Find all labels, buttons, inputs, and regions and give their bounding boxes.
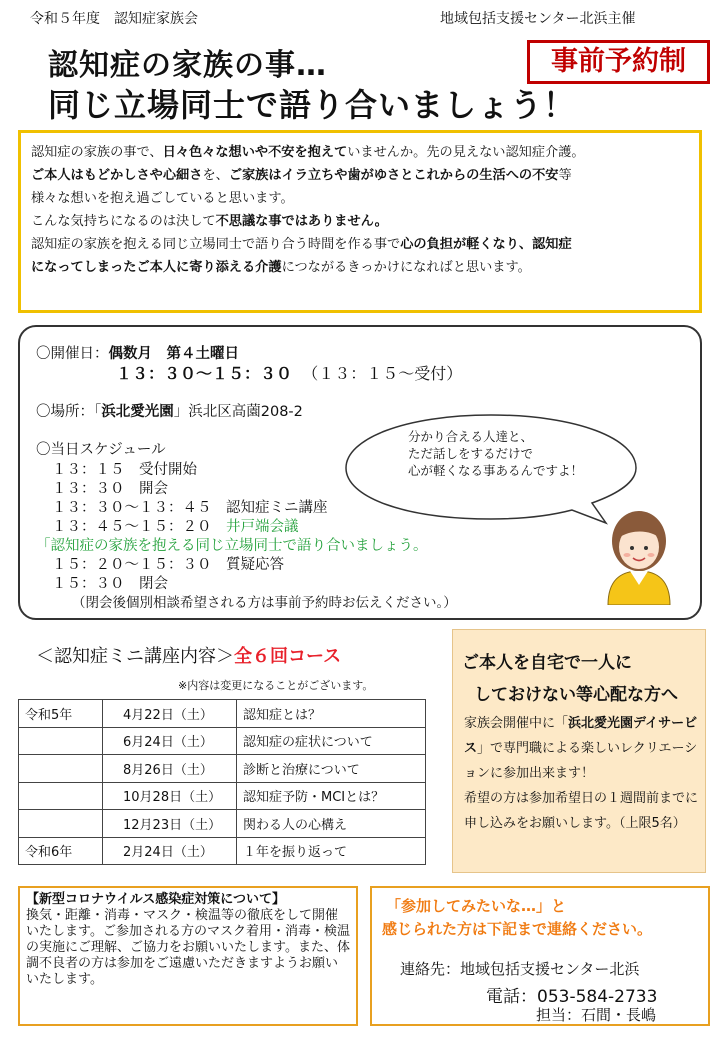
home-care-text: [464, 711, 700, 836]
course-date: 8月26日（土）: [103, 755, 237, 783]
intro-bold: になってしまったご本人に寄り添える介護: [31, 260, 282, 275]
woman-illustration: [598, 505, 680, 605]
time-value: １３：３０～１５：３０: [116, 364, 293, 383]
intro-text: 認知症の家族の事で、: [31, 145, 163, 160]
course-count: 全６回コース: [234, 646, 342, 667]
course-note: ※内容は変更になることがございます。: [178, 679, 374, 692]
course-heading-text: ＜認知症ミニ講座内容＞: [36, 646, 234, 667]
contact-invite-line1: 「参加してみたいな…」と: [386, 897, 567, 915]
home-care-heading1: ご本人を自宅で一人に: [462, 653, 632, 673]
table-row: [19, 727, 426, 755]
schedule-time: １３：４５～１５：２０: [52, 519, 226, 535]
course-year: 令和6年: [19, 837, 103, 865]
home-care-body: 家族会開催中に「: [464, 716, 569, 731]
intro-text: を、: [202, 168, 229, 183]
course-date: 4月22日（土）: [103, 700, 237, 728]
home-care-body: 」で専門職による楽しいレクリエーションに参加出来ます！: [464, 741, 698, 781]
course-heading: [36, 642, 341, 668]
place-address: 」浜北区高薗208-2: [173, 404, 303, 420]
place-line: [36, 400, 303, 421]
title-line2: 同じ立場同士で語り合いましょう！: [48, 86, 577, 124]
home-care-body: 希望の方は参加希望日の１週間前までに申し込みをお願いします。（上限5名）: [464, 791, 699, 831]
contact-staff: 担当：石間・長嶋: [536, 1006, 657, 1024]
bubble-line: 心が軽くなる事あるんですよ！: [408, 463, 584, 478]
course-table: [18, 699, 426, 865]
course-year: [19, 782, 103, 810]
intro-text: いませんか。先の見えない認知症介護。: [347, 145, 585, 160]
course-year: [19, 810, 103, 838]
bubble-line: 分かり合える人達と、: [408, 429, 534, 444]
schedule-highlight-note: 「認知症の家族を抱える同じ立場同士で語り合いましょう。: [36, 538, 428, 554]
contact-phone: 電話：053-584-2733: [486, 987, 658, 1007]
home-care-service: 浜北愛光園デイサービス: [464, 716, 698, 756]
intro-bold: 心の負担が軽くなり、認知症: [400, 237, 572, 252]
course-topic: 関わる人の心構え: [237, 810, 426, 838]
corona-box: [18, 886, 358, 1026]
schedule-item: １３：１５ 受付開始: [52, 462, 197, 478]
table-row: [19, 755, 426, 783]
schedule-item: [52, 515, 299, 536]
schedule-highlight: 井戸端会議: [226, 519, 299, 535]
course-year: [19, 727, 103, 755]
place-label: 〇場所：「: [36, 404, 102, 420]
course-topic: １年を振り返って: [237, 837, 426, 865]
course-topic: 認知症とは？: [237, 700, 426, 728]
schedule-item: １３：３０～１３：４５ 認知症ミニ講座: [52, 500, 328, 516]
course-topic: 認知症予防・MCIとは？: [237, 782, 426, 810]
time-note: （１３：１５～受付）: [302, 364, 463, 383]
title-line1: 認知症の家族の事…: [48, 48, 327, 83]
bubble-text: [408, 428, 583, 479]
contact-invite-line2: 感じられた方は下記まで連絡ください。: [382, 920, 653, 938]
intro-bold: 日々色々な想いや不安を抱えて: [162, 145, 348, 160]
table-row: [19, 700, 426, 728]
date-label: 〇開催日：: [36, 346, 109, 362]
date-value: 偶数月 第４土曜日: [108, 346, 239, 362]
intro-bold: ご本人はもどかしさや心細さ: [31, 168, 203, 183]
header-right: 地域包括支援センター北浜主催: [440, 11, 636, 27]
course-date: 2月24日（土）: [103, 837, 237, 865]
corona-title: 【新型コロナウイルス感染症対策について】: [26, 892, 285, 907]
schedule-item: １３：３０ 開会: [52, 481, 168, 497]
intro-text: につながるきっかけになればと思います。: [281, 260, 531, 275]
intro-text: 認知症の家族を抱える同じ立場同士で語り合う時間を作る事で: [31, 237, 401, 252]
reservation-badge: 事前予約制: [527, 40, 710, 84]
time-line: [116, 361, 462, 384]
table-row: [19, 782, 426, 810]
intro-text: こんな気持ちになるのは決して: [31, 214, 216, 229]
home-care-heading2: しておけない等心配な方へ: [474, 685, 678, 705]
intro-bold: 不思議な事ではありません。: [215, 214, 388, 229]
course-date: 10月28日（土）: [103, 782, 237, 810]
course-topic: 認知症の症状について: [237, 727, 426, 755]
header-left: 令和５年度 認知症家族会: [30, 11, 198, 27]
bubble-line: ただ話しをするだけで: [408, 446, 534, 461]
date-line: [36, 342, 239, 363]
day-schedule-label: 〇当日スケジュール: [36, 442, 166, 458]
schedule-item: １５：３０ 閉会: [52, 576, 168, 592]
schedule-note: （閉会後個別相談希望される方は事前予約時お伝えください。）: [72, 595, 457, 611]
course-date: 12月23日（土）: [103, 810, 237, 838]
table-row: [19, 810, 426, 838]
intro-box: [18, 130, 702, 313]
course-date: 6月24日（土）: [103, 727, 237, 755]
table-row: [19, 837, 426, 865]
intro-text: 等: [558, 168, 572, 183]
contact-to: 連絡先：地域包括支援センター北浜: [400, 960, 640, 978]
schedule-item: １５：２０～１５：３０ 質疑応答: [52, 557, 284, 573]
course-topic: 診断と治療について: [237, 755, 426, 783]
place-name: 浜北愛光園: [101, 404, 174, 420]
intro-text: 様々な想いを抱え過ごしていると思います。: [31, 191, 294, 206]
course-year: [19, 755, 103, 783]
course-year: 令和5年: [19, 700, 103, 728]
corona-body: 換気・距離・消毒・マスク・検温等の徹底をして開催いたします。ご参加される方のマスク着用・消毒・検温の実施にご理解、ご協力をお願いいたします。また、体調不良者の方は参加をご遠慮いただきますようお願いいたします。: [26, 908, 350, 987]
intro-bold: ご家族はイラ立ちや歯がゆさとこれからの生活への不安: [228, 168, 559, 183]
